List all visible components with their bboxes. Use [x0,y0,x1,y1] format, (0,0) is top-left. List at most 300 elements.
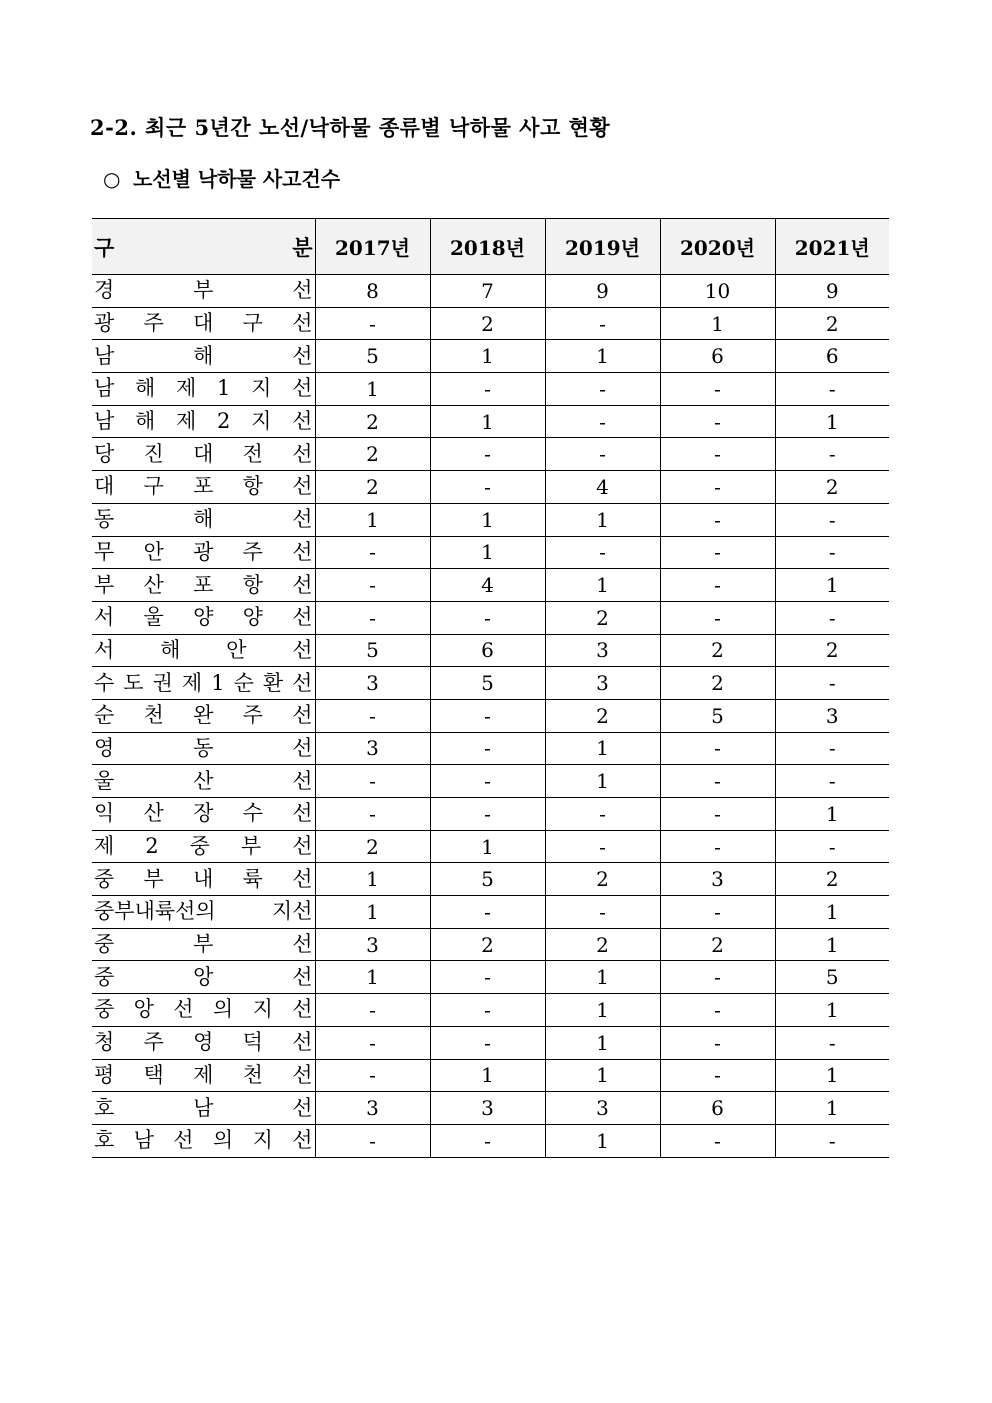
route-name [94,999,313,1020]
count-cell: - [775,601,889,634]
count-cell: - [430,471,545,504]
header-year: 2018년 [430,219,545,275]
label-glyph: 부 [94,572,115,597]
label-glyph: 주 [242,703,263,728]
count-cell: 5 [430,863,545,896]
table-row [92,699,889,732]
count-cell: 1 [545,961,660,994]
count-cell: 2 [660,634,775,667]
count-cell: 2 [775,863,889,896]
route-name [94,705,313,726]
label-glyph: 남 [94,409,115,434]
label-glyph: 선 [292,605,313,630]
count-cell: 1 [545,1124,660,1157]
label-glyph: 포 [193,474,214,499]
label-glyph: 주 [242,539,263,564]
count-cell: - [545,798,660,831]
table-row [92,503,889,536]
label-glyph: 선 [292,768,313,793]
route-name [94,637,313,662]
count-cell: 3 [775,699,889,732]
count-cell: - [430,732,545,765]
label-glyph: 중 [94,932,115,957]
count-cell: - [315,1124,430,1157]
route-name-cell [92,994,315,1027]
count-cell: - [430,1124,545,1157]
count-cell: - [430,798,545,831]
label-glyph: 선 [292,637,313,662]
label-glyph: 지 [251,376,272,401]
label-glyph: 부 [193,278,214,303]
label-glyph: 무 [94,539,115,564]
label-glyph: 동 [193,735,214,760]
label-glyph: 중 [189,834,210,859]
count-cell: 10 [660,275,775,308]
count-cell: - [775,536,889,569]
count-cell: - [660,1059,775,1092]
label-glyph: 포 [193,572,214,597]
table-row [92,373,889,406]
header-label [94,232,313,262]
label-glyph: 의 [212,1128,234,1153]
count-cell: - [315,798,430,831]
count-cell: - [775,830,889,863]
count-cell: 2 [545,863,660,896]
label-glyph: 택 [143,1062,164,1087]
table-row [92,405,889,438]
route-name [94,378,313,399]
table-row [92,928,889,961]
table-row [92,732,889,765]
count-cell: 2 [315,471,430,504]
label-glyph: 구 [94,234,115,260]
count-cell: - [775,667,889,700]
label-glyph: 경 [94,278,115,303]
label-glyph: 부 [143,866,164,891]
table-row [92,765,889,798]
label-glyph: 지 [252,997,273,1022]
label-glyph: 선 [292,735,313,760]
count-cell: 6 [775,340,889,373]
count-cell: 1 [775,994,889,1027]
label-glyph: 선 [292,441,313,466]
label-glyph: 선 [292,376,313,401]
table-row [92,994,889,1027]
route-name-cell [92,1124,315,1157]
count-cell: 1 [660,307,775,340]
count-cell: 5 [430,667,545,700]
label-glyph: 호 [94,1095,115,1120]
label-glyph: 안 [226,637,247,662]
table-row [92,1092,889,1125]
count-cell: 1 [430,830,545,863]
count-cell: 3 [545,1092,660,1125]
route-name-cell [92,1026,315,1059]
route-name-cell [92,373,315,406]
route-name-cell [92,765,315,798]
count-cell: - [775,1124,889,1157]
count-cell: 1 [315,863,430,896]
count-cell: - [545,830,660,863]
label-glyph: 당 [94,441,115,466]
label-glyph: 대 [94,474,115,499]
label-glyph: 전 [242,441,263,466]
header-year: 2017년 [315,219,430,275]
count-cell: 1 [775,798,889,831]
label-glyph: 수 [94,670,115,695]
count-cell: 1 [545,765,660,798]
label-glyph: 진 [143,441,164,466]
count-cell: 1 [315,896,430,929]
route-name-cell [92,438,315,471]
label-glyph: 영 [94,735,115,760]
label-glyph: 천 [143,703,164,728]
label-glyph: 앙 [193,964,214,989]
count-cell: 1 [545,569,660,602]
label-glyph: 순 [233,670,254,695]
count-cell: - [315,765,430,798]
table-row [92,667,889,700]
label-glyph: 덕 [242,1030,263,1055]
count-cell: 1 [775,896,889,929]
count-cell: 1 [430,340,545,373]
label-glyph: 해 [135,376,156,401]
count-cell: 1 [430,405,545,438]
route-name-cell [92,471,315,504]
count-cell: - [430,1026,545,1059]
label-glyph: 광 [193,539,214,564]
route-name [94,607,313,628]
count-cell: - [660,471,775,504]
count-cell: - [660,1026,775,1059]
label-glyph: 광 [94,311,115,336]
route-name [94,964,313,989]
label-glyph: 서 [94,637,115,662]
route-name-cell [92,1059,315,1092]
count-cell: 1 [430,1059,545,1092]
label-glyph: 익 [94,801,115,826]
label-glyph: 부 [240,834,262,859]
label-glyph: 남 [193,1095,214,1120]
count-cell: 3 [545,634,660,667]
count-cell: - [315,307,430,340]
table-row [92,634,889,667]
label-glyph: 1 [211,670,225,695]
route-name [94,934,313,955]
label-glyph: 안 [143,539,164,564]
route-name-cell [92,896,315,929]
label-glyph: 해 [135,409,156,434]
route-name [94,836,313,857]
label-glyph: 선 [292,1128,313,1153]
count-cell: 3 [315,1092,430,1125]
label-glyph: 제 [176,376,197,401]
route-name-cell [92,503,315,536]
route-name-cell [92,634,315,667]
label-glyph: 주 [143,1030,164,1055]
label-glyph: 대 [193,441,214,466]
count-cell: 6 [660,1092,775,1125]
count-cell: 9 [775,275,889,308]
label-glyph: 중 [94,866,115,891]
label-glyph: 울 [143,605,164,630]
table-body [92,275,889,1158]
route-name [94,539,313,564]
count-cell: 2 [660,928,775,961]
count-cell: 5 [315,634,430,667]
route-name-cell [92,667,315,700]
count-cell: 4 [545,471,660,504]
table-row [92,340,889,373]
count-cell: - [545,405,660,438]
header-year: 2021년 [775,219,889,275]
route-name [94,803,313,824]
label-glyph: 산 [193,768,214,793]
count-cell: - [660,438,775,471]
count-cell: - [660,732,775,765]
label-glyph: 수 [242,801,263,826]
count-cell: 1 [545,503,660,536]
route-name [94,901,313,922]
label-glyph: 평 [94,1062,115,1087]
route-name [94,411,313,432]
count-cell: 4 [430,569,545,602]
table-row [92,307,889,340]
count-cell: 1 [545,994,660,1027]
count-cell: - [430,896,545,929]
count-cell: 1 [545,340,660,373]
label-glyph: 앙 [133,997,154,1022]
route-name [94,1130,313,1151]
count-cell: 2 [545,601,660,634]
count-cell: 2 [775,307,889,340]
table-row [92,896,889,929]
count-cell: 2 [545,699,660,732]
count-cell: - [775,1026,889,1059]
count-cell: 8 [315,275,430,308]
route-name [94,572,313,597]
count-cell: - [660,1124,775,1157]
label-glyph: 지선 [271,899,313,924]
label-glyph: 지 [251,409,272,434]
label-glyph: 2 [217,409,231,434]
table-row [92,471,889,504]
label-glyph: 항 [242,474,263,499]
count-cell: - [775,732,889,765]
label-glyph: 남 [133,1128,154,1153]
label-glyph: 부 [193,932,214,957]
route-name [94,1062,313,1087]
route-name-cell [92,275,315,308]
count-cell: - [660,765,775,798]
label-glyph: 2 [145,834,159,859]
count-cell: 2 [775,471,889,504]
route-name-cell [92,307,315,340]
label-glyph: 선 [173,997,194,1022]
table-caption-text: 노선별 낙하물 사고건수 [133,167,341,191]
label-glyph: 선 [292,932,313,957]
table-row [92,961,889,994]
route-name [94,1032,313,1053]
label-glyph: 선 [292,801,313,826]
count-cell: 1 [775,1092,889,1125]
count-cell: 2 [775,634,889,667]
count-cell: - [545,536,660,569]
count-cell: 2 [660,667,775,700]
count-cell: 3 [430,1092,545,1125]
label-glyph: 구 [143,474,164,499]
route-name-cell [92,830,315,863]
route-name [94,1095,313,1120]
label-glyph: 분 [292,234,313,260]
table-row [92,863,889,896]
count-cell: - [660,569,775,602]
count-cell: - [660,503,775,536]
count-cell: - [430,961,545,994]
label-glyph: 선 [292,964,313,989]
route-name [94,343,313,368]
count-cell: - [660,536,775,569]
route-name [94,866,313,891]
table-row [92,569,889,602]
label-glyph: 제 [181,670,203,695]
count-cell: 1 [545,1059,660,1092]
route-name-cell [92,536,315,569]
count-cell: 1 [775,569,889,602]
label-glyph: 지 [252,1128,273,1153]
route-name-cell [92,340,315,373]
count-cell: - [545,438,660,471]
label-glyph: 중 [94,964,115,989]
count-cell: - [660,994,775,1027]
label-glyph: 호 [94,1128,115,1153]
count-cell: 1 [315,503,430,536]
label-glyph: 1 [217,376,231,401]
label-glyph: 남 [94,343,115,368]
count-cell: - [660,961,775,994]
count-cell: - [315,1059,430,1092]
bullet-circle-icon: ○ [103,167,121,191]
label-glyph: 완 [193,703,214,728]
count-cell: - [315,601,430,634]
table-row [92,1026,889,1059]
count-cell: 6 [660,340,775,373]
section-heading: 2-2. 최근 5년간 노선/낙하물 종류별 낙하물 사고 현황 [90,115,611,140]
route-name [94,280,313,301]
route-name-cell [92,961,315,994]
count-cell: - [430,699,545,732]
route-name [94,735,313,760]
count-cell: 1 [775,405,889,438]
label-glyph: 선 [292,670,313,695]
label-glyph: 해 [160,637,181,662]
label-glyph: 선 [292,1030,313,1055]
count-cell: - [775,765,889,798]
count-cell: - [775,438,889,471]
label-glyph: 양 [193,605,214,630]
label-glyph: 제 [94,834,115,859]
count-cell: - [660,896,775,929]
label-glyph: 선 [292,507,313,532]
header-year: 2019년 [545,219,660,275]
count-cell: - [315,994,430,1027]
count-cell: - [430,438,545,471]
table-row [92,798,889,831]
count-cell: - [775,373,889,406]
label-glyph: 천 [242,1062,263,1087]
header-year: 2020년 [660,219,775,275]
label-glyph: 양 [242,605,263,630]
count-cell: 1 [775,928,889,961]
count-cell: 1 [315,373,430,406]
count-cell: - [430,994,545,1027]
count-cell: 5 [775,961,889,994]
count-cell: - [660,373,775,406]
label-glyph: 환 [262,670,284,695]
count-cell: 6 [430,634,545,667]
table-row [92,1059,889,1092]
label-glyph: 주 [143,311,164,336]
count-cell: 1 [430,536,545,569]
table-row [92,438,889,471]
label-glyph: 선 [292,343,313,368]
count-cell: 2 [430,928,545,961]
label-glyph: 장 [193,801,214,826]
label-glyph: 선 [173,1128,194,1153]
label-glyph: 선 [292,572,313,597]
count-cell: - [545,307,660,340]
count-cell: 5 [315,340,430,373]
count-cell: - [775,503,889,536]
label-glyph: 선 [292,311,313,336]
count-cell: 1 [545,732,660,765]
count-cell: - [430,765,545,798]
label-glyph: 해 [193,343,214,368]
label-glyph: 제 [176,409,197,434]
table-row [92,601,889,634]
count-cell: - [545,896,660,929]
count-cell: - [315,699,430,732]
count-cell: - [430,601,545,634]
table-row [92,830,889,863]
count-cell: 3 [315,667,430,700]
label-glyph: 구 [242,311,263,336]
count-cell: 3 [545,667,660,700]
count-cell: 2 [315,405,430,438]
table-caption [103,163,340,192]
route-name-cell [92,863,315,896]
label-glyph: 선 [292,539,313,564]
count-cell: 1 [315,961,430,994]
table-row [92,536,889,569]
label-glyph: 륙 [242,866,263,891]
label-glyph: 남 [94,376,115,401]
label-glyph: 대 [193,311,214,336]
route-name-cell [92,732,315,765]
route-name-cell [92,699,315,732]
label-glyph: 청 [94,1030,115,1055]
route-name [94,441,313,466]
count-cell: 1 [775,1059,889,1092]
label-glyph: 제 [193,1062,214,1087]
count-cell: 3 [660,863,775,896]
label-glyph: 울 [94,768,115,793]
label-glyph: 선 [292,997,313,1022]
label-glyph: 도 [123,670,144,695]
route-name-cell [92,798,315,831]
label-glyph: 산 [143,572,164,597]
count-cell: 2 [315,438,430,471]
